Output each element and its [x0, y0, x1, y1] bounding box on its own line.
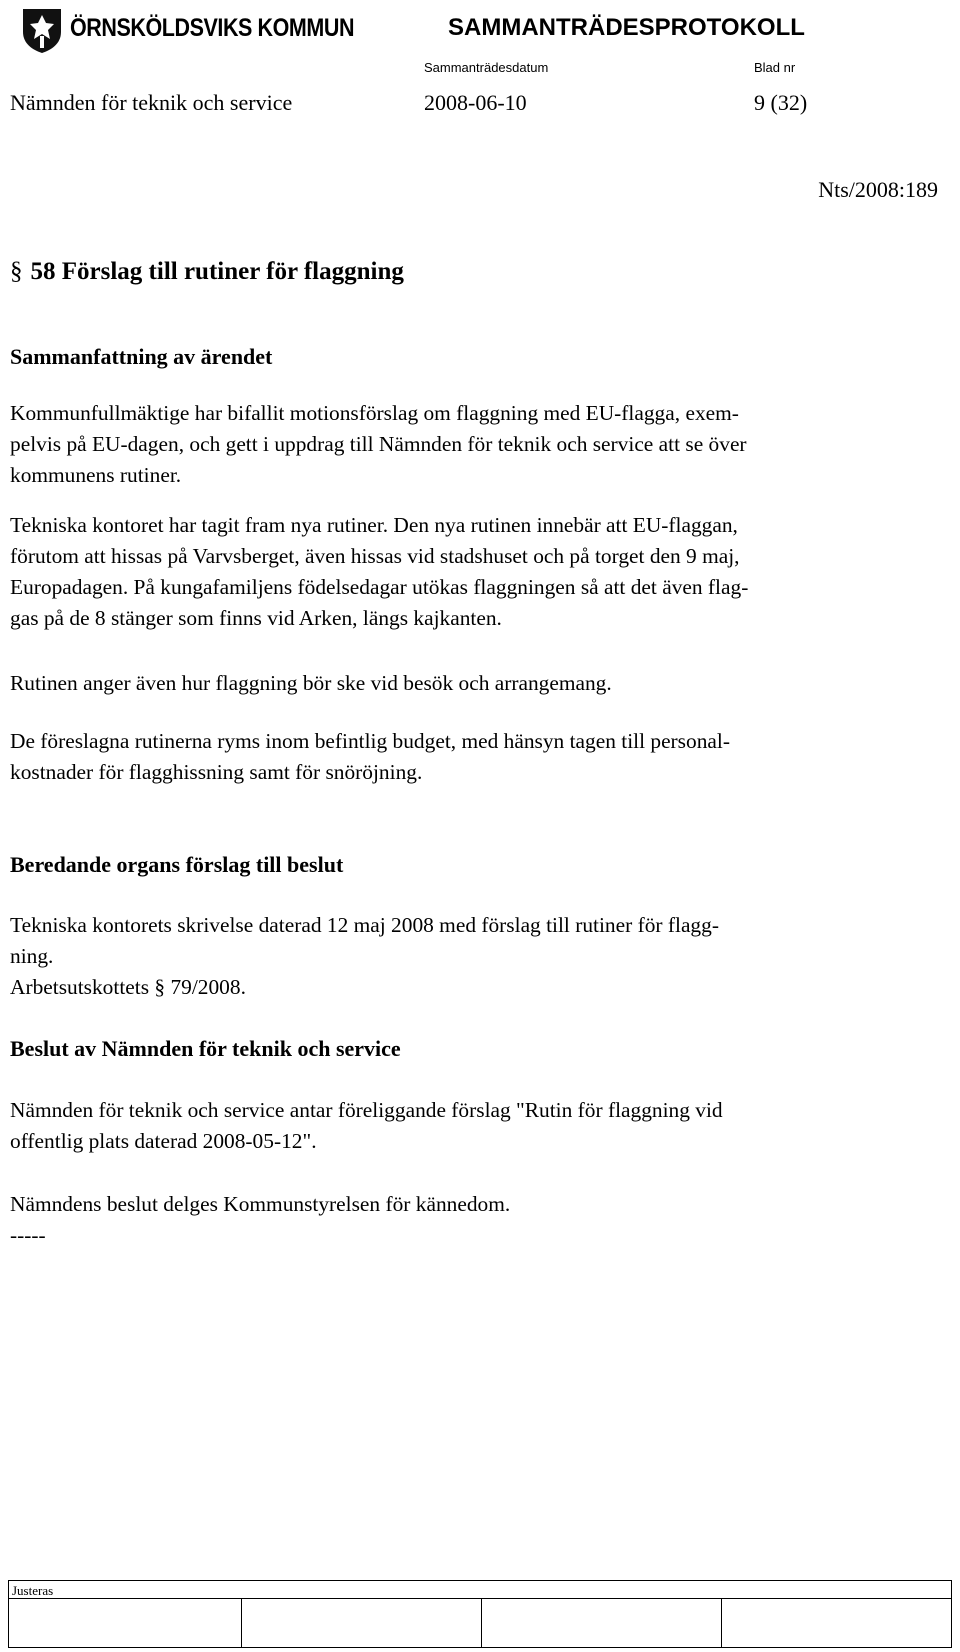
end-marker: -----: [10, 1223, 46, 1247]
case-number: Nts/2008:189: [818, 177, 938, 202]
org-name: ÖRNSKÖLDSVIKS KOMMUN: [70, 14, 355, 42]
decision-paragraph-2: Nämndens beslut delges Kommunstyrelsen för kännedom. -----: [10, 1189, 925, 1251]
signature-box: [8, 1580, 952, 1648]
signature-row-divider: [9, 1598, 951, 1599]
section-symbol: §: [10, 258, 23, 285]
summary-paragraph-3: Rutinen anger även hur flaggning bör ske vid besök och arrangemang.: [10, 671, 612, 695]
coat-of-arms-icon: [20, 6, 64, 54]
summary-heading: Sammanfattning av ärendet: [10, 344, 273, 369]
signature-cell-divider: [721, 1598, 722, 1647]
paragraph-title-text: 58 Förslag till rutiner för flaggning: [30, 258, 404, 285]
summary-paragraph-1: Kommunfullmäktige har bifallit motionsförslag om flaggning med EU-flagga, exem- pelvis på EU-dagen, och gett i uppdrag till Nämnden för teknik och service att se över kommunens rutiner.: [10, 401, 747, 487]
committee-reference: Arbetsutskottets § 79/2008.: [10, 975, 246, 999]
summary-paragraph-4: De föreslagna rutinerna ryms inom befintlig budget, med hänsyn tagen till personal- kostnader för flagghissning samt för snöröjning.: [10, 729, 730, 784]
date-label: Sammanträdesdatum: [424, 60, 549, 75]
document-type: SAMMANTRÄDESPROTOKOLL: [448, 14, 805, 41]
committee-name: Nämnden för teknik och service: [10, 90, 293, 115]
page-label: Blad nr: [754, 60, 796, 75]
decision-heading: Beslut av Nämnden för teknik och service: [10, 1036, 401, 1061]
municipality-logo: [20, 6, 355, 56]
preparatory-paragraph: Tekniska kontorets skrivelse daterad 12 maj 2008 med förslag till rutiner för flagg- ning. Arbetsutskottets § 79/2008.: [10, 910, 925, 1003]
signature-cell-divider: [481, 1598, 482, 1647]
meeting-date: 2008-06-10: [424, 90, 527, 115]
decision-paragraph-1: Nämnden för teknik och service antar föreliggande förslag "Rutin för flaggning vid offentlig plats daterad 2008-05-12".: [10, 1098, 723, 1153]
preparatory-heading: Beredande organs förslag till beslut: [10, 852, 344, 877]
justeras-label: Justeras: [12, 1583, 54, 1598]
signature-cell-divider: [241, 1598, 242, 1647]
summary-paragraph-2: Tekniska kontoret har tagit fram nya rutiner. Den nya rutinen innebär att EU-flaggan, förutom att hissas på Varvsberget, även hissas vid stadshuset och på torget den 9 maj, Europadagen. På kungafamiljens födelsedagar utökas flaggningen så att det även flag- gas på de 8 stänger som finns vid Arken, längs kajkanten.: [10, 513, 749, 630]
paragraph-title: [10, 258, 404, 286]
page-number: 9 (32): [754, 90, 808, 115]
